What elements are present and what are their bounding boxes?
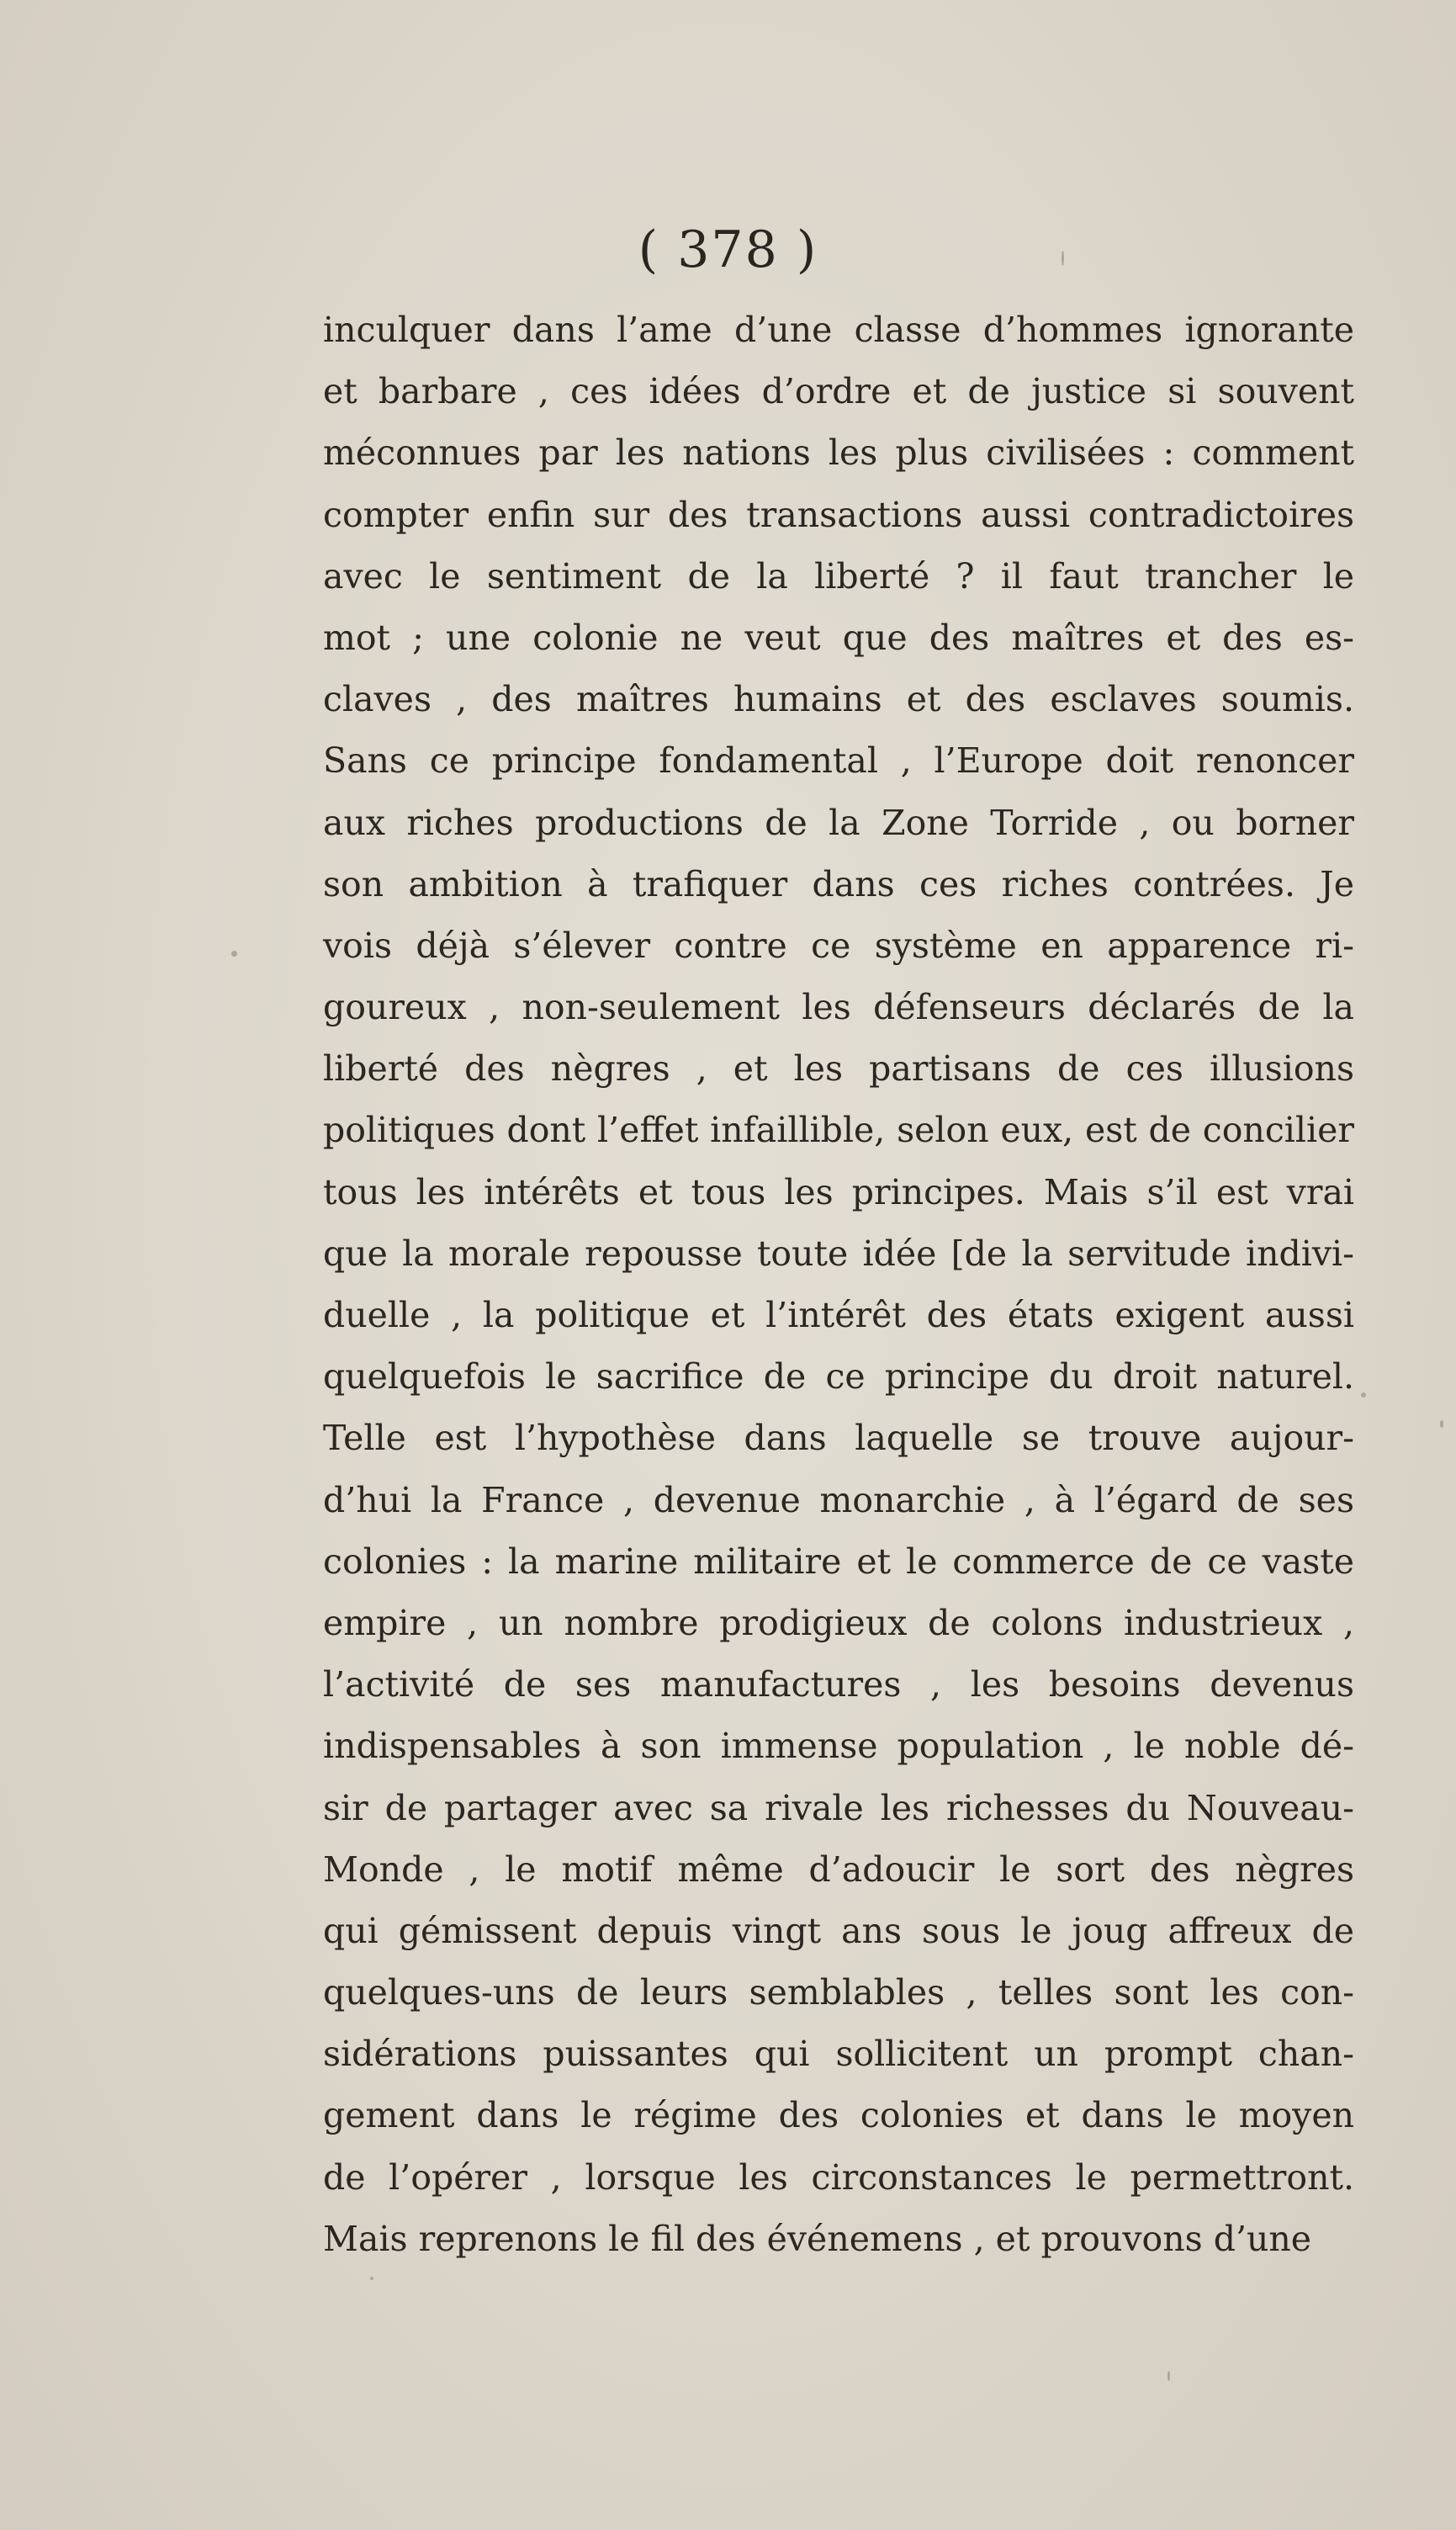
text-line: que la morale repousse toute idée [de la servitude indivi- (323, 1233, 1354, 1274)
text-line: colonies : la marine militaire et le commerce de ce vaste (323, 1541, 1354, 1582)
text-line: claves , des maîtres humains et des esclaves soumis. (323, 679, 1354, 720)
text-line: goureux , non-seulement les défenseurs déclarés de la (323, 987, 1354, 1028)
text-line: Monde , le motif même d’adoucir le sort des nègres (323, 1848, 1354, 1890)
text-line: son ambition à trafiquer dans ces riches contrées. Je (323, 863, 1354, 904)
text-line: Telle est l’hypothèse dans laquelle se trouve aujour- (323, 1418, 1354, 1459)
paper-speck (1167, 2371, 1170, 2381)
body-text (323, 300, 1354, 2270)
text-line: duelle , la politique et l’intérêt des états exigent aussi (323, 1295, 1354, 1335)
text-line: tous les intérêts et tous les principes. Mais s’il est vrai (323, 1171, 1354, 1212)
text-line: l’activité de ses manufactures , les besoins devenus (323, 1664, 1354, 1705)
paper-speck (370, 2277, 373, 2280)
text-line: empire , un nombre prodigieux de colons industrieux , (323, 1602, 1354, 1643)
text-line: sir de partager avec sa rivale les richesses du Nouveau- (323, 1787, 1354, 1828)
text-line: quelques-uns de leurs semblables , telles sont les con- (323, 1972, 1354, 2013)
text-line: gement dans le régime des colonies et dans le moyen (323, 2095, 1354, 2136)
text-line: quelquefois le sacrifice de ce principe du droit naturel. (323, 1356, 1354, 1398)
text-line: Sans ce principe fondamental , l’Europe doit renoncer (323, 740, 1354, 782)
page-number: ( 378 ) (638, 220, 818, 279)
text-line: avec le sentiment de la liberté ? il faut trancher le (323, 555, 1354, 597)
text-line: vois déjà s’élever contre ce système en apparence ri- (323, 925, 1354, 966)
paper-speck (1361, 1392, 1366, 1398)
paper-speck (231, 951, 237, 957)
text-line: de l’opérer , lorsque les circonstances le permettront. (323, 2156, 1354, 2198)
text-line: qui gémissent depuis vingt ans sous le joug affreux de (323, 1910, 1354, 1951)
paper-speck (1062, 251, 1064, 266)
text-line: méconnues par les nations les plus civilisées : comment (323, 432, 1354, 474)
text-line: et barbare , ces idées d’ordre et de justice si souvent (323, 371, 1354, 412)
text-line: Mais reprenons le fil des événemens , et prouvons d’une (323, 2218, 1312, 2259)
text-line: politiques dont l’effet infaillible, selon eux, est de concilier (323, 1110, 1354, 1151)
paper-speck (1440, 1420, 1443, 1428)
text-line: liberté des nègres , et les partisans de ces illusions (323, 1048, 1354, 1090)
text-line: compter enfin sur des transactions aussi contradictoires (323, 494, 1354, 535)
text-line: d’hui la France , devenue monarchie , à l’égard de ses (323, 1479, 1354, 1520)
text-line: aux riches productions de la Zone Torride , ou borner (323, 802, 1354, 843)
text-line: inculquer dans l’ame d’une classe d’hommes ignorante (323, 310, 1354, 350)
text-line: sidérations puissantes qui sollicitent un prompt chan- (323, 2034, 1354, 2075)
text-line: mot ; une colonie ne veut que des maîtres et des es- (323, 617, 1354, 658)
text-line: indispensables à son immense population , le noble dé- (323, 1726, 1354, 1767)
